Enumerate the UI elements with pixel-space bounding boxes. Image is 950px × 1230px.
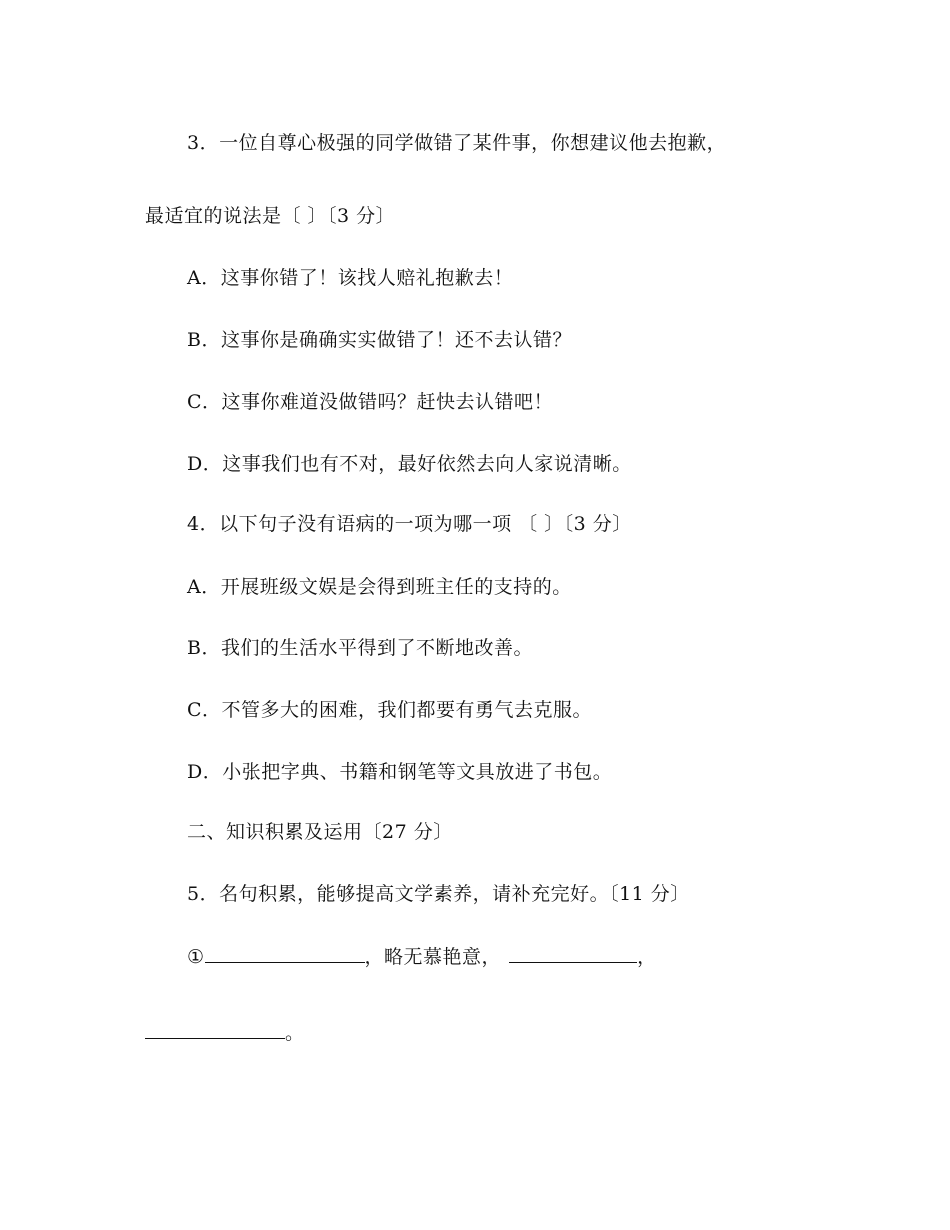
- question-4-option-c: C．不管多大的困难，我们都要有勇气去克服。: [187, 699, 593, 721]
- question-5-item-1-continued: [145, 1020, 305, 1045]
- question-3-option-c: C．这事你难道没做错吗？赶快去认错吧！: [187, 391, 554, 413]
- item-1-end: 。: [285, 1022, 305, 1044]
- item-1-marker: ①: [187, 946, 205, 968]
- section-2-heading: 二、知识积累及运用〔27 分〕: [187, 821, 453, 843]
- question-5-item-1: [187, 944, 657, 969]
- question-3-option-b: B．这事你是确确实实做错了！还不去认错？: [187, 329, 572, 351]
- fill-in-blank-3[interactable]: [145, 1020, 285, 1039]
- fill-in-blank-2[interactable]: [509, 944, 637, 963]
- question-3-option-a: A．这事你错了！该找人赔礼抱歉去！: [187, 267, 514, 289]
- question-4-stem: 4．以下句子没有语病的一项为哪一项 〔 〕〔3 分〕: [187, 513, 632, 535]
- item-1-comma: ，: [637, 946, 657, 968]
- question-4-option-d: D．小张把字典、书籍和钢笔等文具放进了书包。: [187, 761, 613, 783]
- item-1-middle-text: ，略无慕艳意，: [364, 946, 502, 968]
- question-4-option-b: B．我们的生活水平得到了不断地改善。: [187, 637, 533, 659]
- question-3-stem-line-2: 最适宜的说法是〔 〕〔3 分〕: [145, 205, 396, 227]
- question-4-option-a: A．开展班级文娱是会得到班主任的支持的。: [187, 576, 572, 598]
- question-3-stem-line-1: 3．一位自尊心极强的同学做错了某件事，你想建议他去抱歉，: [187, 132, 727, 154]
- question-5-stem: 5．名句积累，能够提高文学素养，请补充完好。〔11 分〕: [187, 883, 690, 905]
- fill-in-blank-1[interactable]: [205, 944, 365, 963]
- question-3-option-d: D．这事我们也有不对，最好依然去向人家说清晰。: [187, 453, 632, 475]
